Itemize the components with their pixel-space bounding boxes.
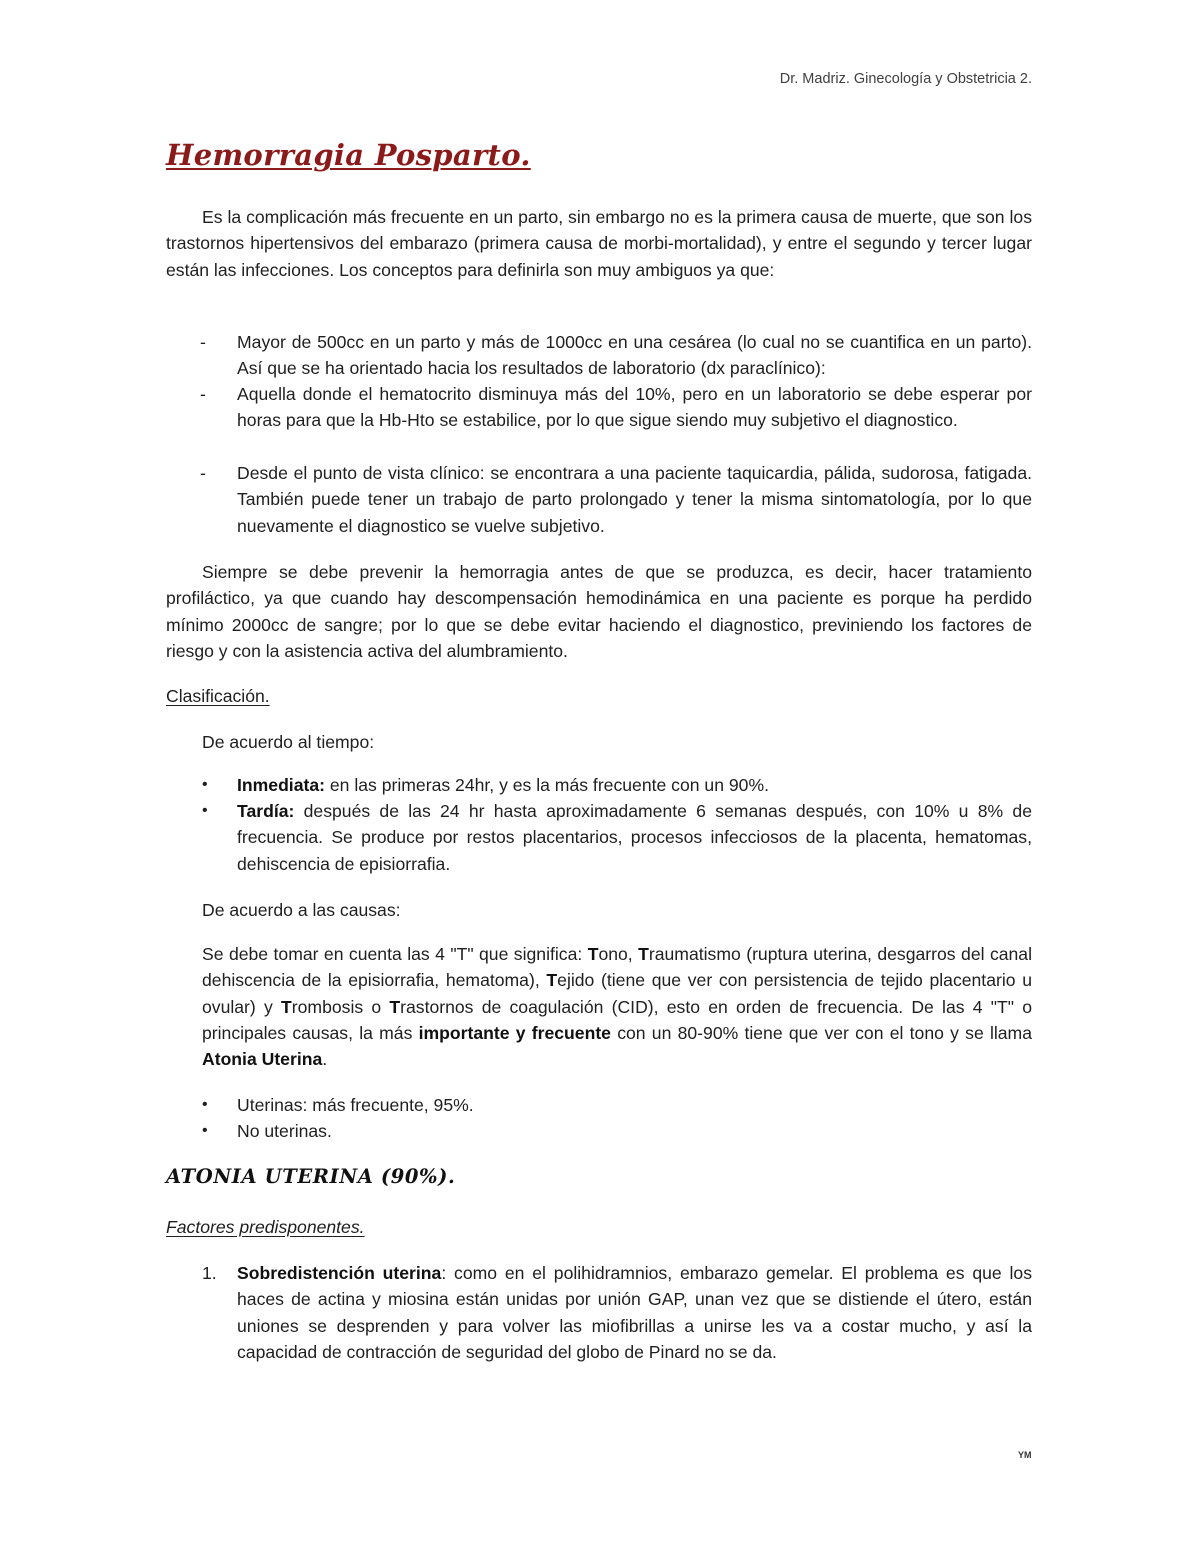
t-letter: T [546,970,558,991]
time-item-immediate [166,772,1032,798]
t-letter: T [389,996,401,1017]
t-letter: T [587,944,599,964]
bullet-icon: • [202,802,208,819]
definition-item [166,381,1032,434]
by-time-label: De acuerdo al tiempo: [202,732,375,752]
factor-term: Sobredistención uterina [237,1263,442,1283]
dash-marker: - [200,384,206,404]
term-immediate: Inmediata: [237,775,325,795]
causes-text: ejido (tiene que ver con persistencia de tejido placentario u ovular) y [202,970,1032,1017]
factor-item [166,1260,1032,1365]
factor-description: : como en el polihidramnios, embarazo gemelar. El problema es que los haces de actina y miosina están unidas por unión GAP, unan vez que se distiende el útero, están uniones se desprenden y para volver las miofibrillas a unirse les va a costar mucho, y así la capacidad de contracción de seguridad del globo de Pinard no se da. [237,1263,1033,1362]
causes-text: ono, [598,944,639,964]
causes-paragraph [202,941,1032,1072]
footer-mark: YM [1018,1450,1032,1460]
classification-heading: Clasificación. [166,686,270,706]
dash-marker: - [200,332,206,352]
definition-text: Desde el punto de vista clínico: se encontrara a una paciente taquicardia, pálida, sudorosa, fatigada. También puede tener un trabajo de parto prolongado y tener la misma sintomatología, por lo que nuevamente el diagnostico se vuelve subjetivo. [237,463,1032,536]
emphasis-important: importante y frecuente [418,1022,611,1043]
bullet-icon: • [202,776,208,793]
cause-type-text: No uterinas. [237,1121,332,1141]
factors-heading: Factores predisponentes. [166,1217,365,1237]
page-header: Dr. Madriz. Ginecología y Obstetricia 2. [779,71,1032,87]
term-description: en las primeras 24hr, y es la más frecuente con un 90%. [325,775,769,795]
bullet-icon: • [202,1122,208,1139]
emphasis-atonia: Atonia Uterina [202,1049,323,1070]
cause-type-text: Uterinas: más frecuente, 95%. [237,1095,474,1115]
causes-text: con un 80-90% tiene que ver con el tono y se llama [610,1022,1032,1043]
causes-text: rombosis o [291,996,390,1017]
page-title: Hemorragia Posparto. [166,138,531,172]
definition-text: Aquella donde el hematocrito disminuya más del 10%, pero en un laboratorio se debe esperar por horas para que la Hb-Hto se estabilice, por lo que sigue siendo muy subjetivo el diagnostico. [237,384,1032,431]
dash-marker: - [200,463,206,483]
by-cause-label: De acuerdo a las causas: [202,900,401,920]
causes-text: . [322,1049,328,1070]
causes-text: Se debe tomar en cuenta las 4 "T" que significa: [202,944,588,964]
cause-type-item [166,1118,1032,1144]
time-item-late [166,798,1032,877]
prevention-paragraph: Siempre se debe prevenir la hemorragia antes de que se produzca, es decir, hacer tratamiento profiláctico, ya que cuando hay descompensación hemodinámica en una paciente es porque ha perdido mínimo 2000cc de sangre; por lo que se debe evitar haciendo el diagnostico, previniendo los factores de riesgo y con la asistencia activa del alumbramiento. [166,562,1032,661]
definition-item [166,460,1032,539]
definition-item [166,329,1032,382]
term-late: Tardía: [237,801,295,821]
causes-text: rastornos de coagulación (CID), esto en orden de frecuencia. De las 4 "T" o principales causas, la más [202,996,1032,1043]
bullet-icon: • [202,1096,208,1113]
term-description: después de las 24 hr hasta aproximadamente 6 semanas después, con 10% u 8% de frecuencia. Se produce por restos placentarios, procesos infecciosos de la placenta, hematomas, dehiscencia de episiorrafia. [237,801,1032,874]
definition-text: Mayor de 500cc en un parto y más de 1000cc en una cesárea (lo cual no se cuantifica en un parto). Así que se ha orientado hacia los resultados de laboratorio (dx paraclínico): [237,332,1032,379]
t-letter: T [281,996,292,1017]
t-letter: T [638,944,649,964]
list-number: 1. [202,1263,217,1283]
atonia-heading: ATONIA UTERINA (90%). [166,1165,456,1188]
intro-paragraph: Es la complicación más frecuente en un parto, sin embargo no es la primera causa de muerte, que son los trastornos hipertensivos del embarazo (primera causa de morbi-mortalidad), y entre el segundo y tercer lugar están las infecciones. Los conceptos para definirla son muy ambiguos ya que: [166,207,1032,280]
causes-text: raumatismo (ruptura uterina, desgarros del canal dehiscencia de la episiorrafia, hematoma), [202,944,1033,991]
cause-type-item [166,1092,1032,1118]
